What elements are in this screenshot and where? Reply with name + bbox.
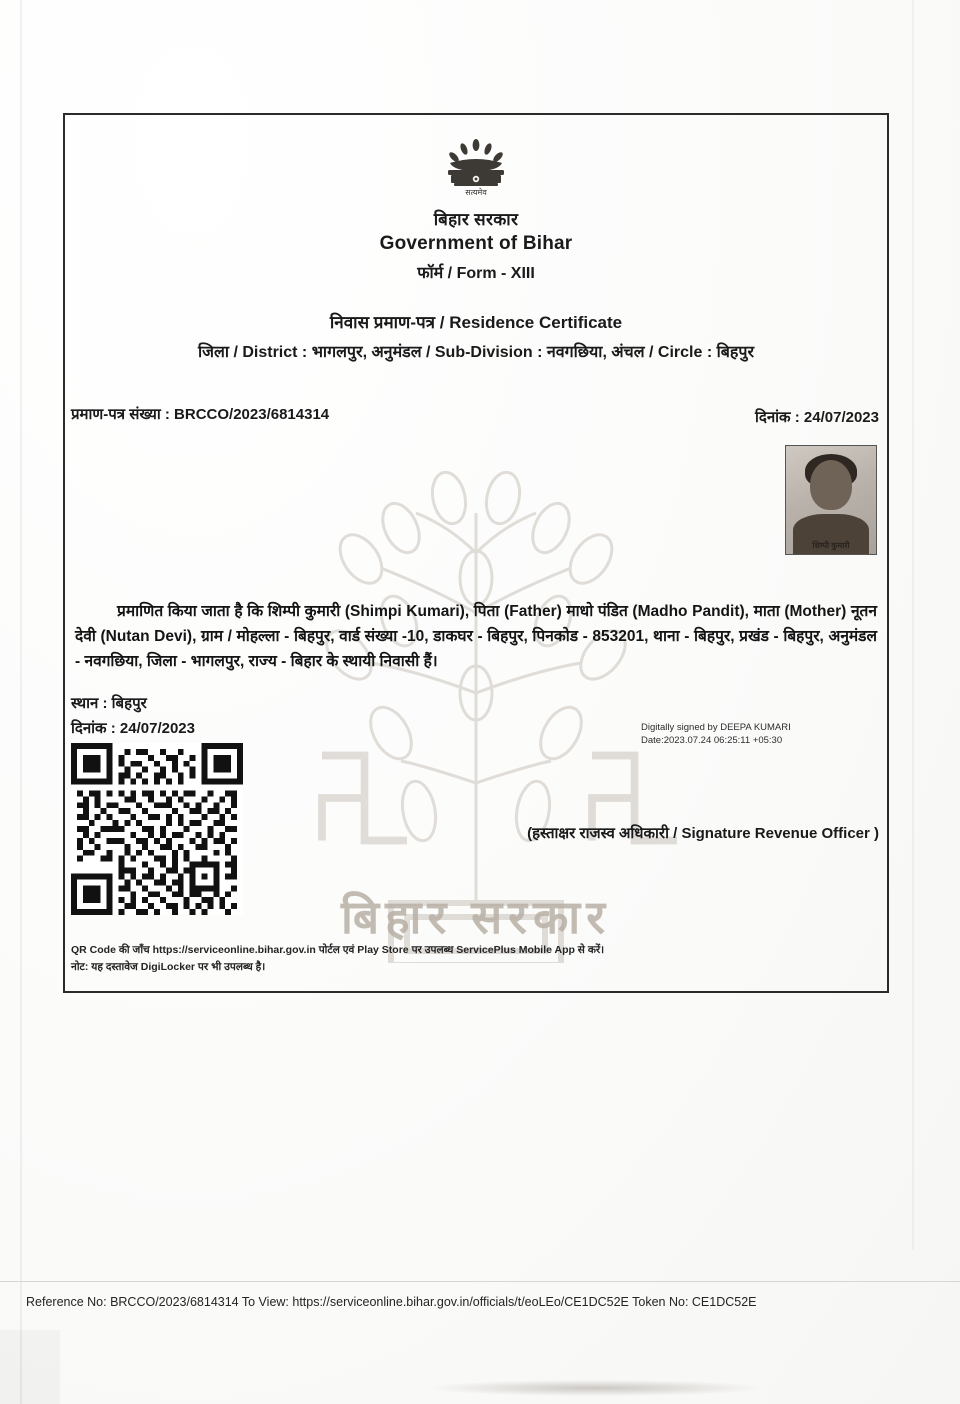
page-title-hindi: बिहार सरकार [433, 210, 519, 229]
footer-divider [0, 1281, 960, 1282]
svg-text:सत्यमेव: सत्यमेव [465, 188, 487, 197]
scan-artifact-right [912, 0, 914, 1250]
digilocker-note: नोट: यह दस्तावेज DigiLocker पर भी उपलब्ध है। [71, 961, 266, 973]
scan-artifact-corner [0, 1330, 60, 1404]
issue-date-value: 24/07/2023 [119, 720, 195, 737]
certificate-date [755, 407, 879, 427]
place-line [71, 693, 147, 713]
place-label: स्थान : [71, 695, 108, 712]
scan-artifact-left [20, 0, 22, 1404]
digital-signature-signer: Digitally signed by DEEPA KUMARI [641, 722, 791, 733]
certificate-number [71, 404, 329, 424]
page-title-english: Government of Bihar [379, 233, 573, 254]
issue-date-label: दिनांक : [71, 720, 116, 737]
jurisdiction-line: जिला / District : भागलपुर, अनुमंडल / Sub-Division : नवगछिया, अंचल / Circle : बिहपुर [198, 344, 754, 361]
certificate-border [63, 113, 889, 993]
digital-signature-date: Date:2023.07.24 06:25:11 +05:30 [641, 734, 783, 746]
certificate-date-label: दिनांक : [755, 409, 800, 426]
qr-code-icon[interactable] [71, 743, 243, 915]
certificate-title: निवास प्रमाण-पत्र / Residence Certificate [329, 313, 623, 332]
page-footer-reference: Reference No: BRCCO/2023/6814314 To View: https://serviceonline.bihar.gov.in/officials/t/eoLEo/CE1DC52E Token No: CE1DC52E [26, 1295, 757, 1309]
digital-signature-block [641, 722, 871, 748]
watermark-text: बिहार सरकार [340, 891, 612, 943]
photo-signature-caption: शिम्पी कुमारी [812, 541, 850, 550]
issue-date-line [71, 718, 195, 738]
india-state-emblem-icon [434, 133, 518, 205]
signature-label: (हस्ताक्षर राजस्व अधिकारी / Signature Revenue Officer ) [527, 825, 879, 842]
form-number: फॉर्म / Form - XIII [417, 265, 535, 282]
certificate-number-value: BRCCO/2023/6814314 [174, 406, 330, 423]
photo-face-shape [810, 460, 852, 510]
certificate-number-label: प्रमाण-पत्र संख्या : [71, 406, 170, 423]
place-value: बिहपुर [111, 695, 147, 712]
certificate-body-text: प्रमाणित किया जाता है कि शिम्पी कुमारी (Shimpi Kumari), पिता (Father) माधो पंडित (Madho Pandit), माता (Mother) नूतन देवी (Nutan Devi), ग्राम / मोहल्ला - बिहपुर, वार्ड संख्या -10, डाकघर - बिहपुर, पिनकोड - 853201, थाना - बिहपुर, प्रखंड - बिहपुर, अनुमंडल - नवगछिया, जिला - भागलपुर, राज्य - बिहार के स्थायी निवासी हैं। [75, 603, 877, 671]
qr-verification-note: QR Code की जाँच https://serviceonline.bihar.gov.in पोर्टल एवं Play Store पर उपलब्ध ServicePlus Mobile App से करें। [71, 944, 605, 956]
certificate-date-value: 24/07/2023 [803, 409, 879, 426]
applicant-photo [785, 445, 877, 555]
